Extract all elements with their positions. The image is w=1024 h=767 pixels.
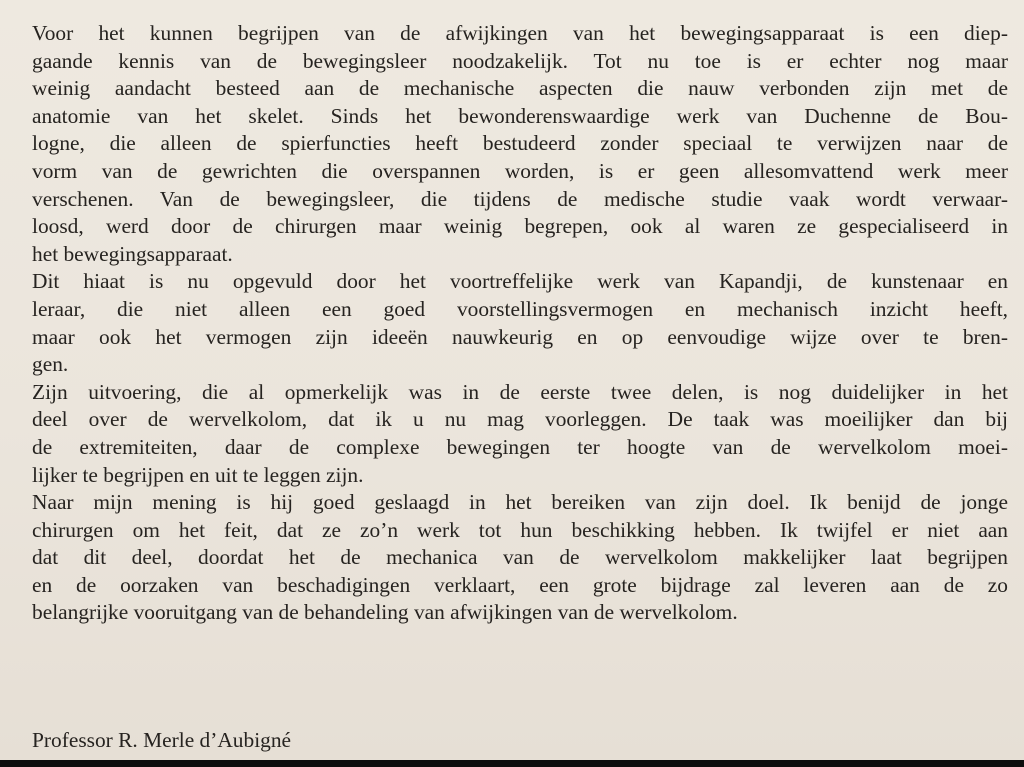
- text-line: lijker te begrijpen en uit te leggen zijn.: [32, 462, 364, 487]
- text-line: het bewegingsapparaat.: [32, 241, 233, 266]
- text-line: verschenen. Van de bewegingsleer, die tijdens de medische studie vaak wordt verwaar-: [32, 186, 1008, 211]
- page-bottom-border: [0, 760, 1024, 767]
- text-line: logne, die alleen de spierfuncties heeft bestudeerd zonder speciaal te verwijzen naar de: [32, 131, 1008, 156]
- text-line: Naar mijn mening is hij goed geslaagd in het bereiken van zijn doel. Ik benijd de jonge: [32, 490, 1008, 515]
- text-line: Dit hiaat is nu opgevuld door het voortreffelijke werk van Kapandji, de kunstenaar en: [32, 269, 1008, 294]
- preface-text: [32, 20, 1008, 627]
- text-line: deel over de wervelkolom, dat ik u nu mag voorleggen. De taak was moeilijker dan bij: [32, 407, 1008, 432]
- signature: Professor R. Merle d’Aubigné: [32, 728, 292, 752]
- text-line: en de oorzaken van beschadigingen verklaart, een grote bijdrage zal leveren aan de zo: [32, 572, 1008, 597]
- text-line: loosd, werd door de chirurgen maar weinig begrepen, ook al waren ze gespecialiseerd in: [32, 214, 1008, 239]
- text-line: chirurgen om het feit, dat ze zo’n werk tot hun beschikking hebben. Ik twijfel er niet aan: [32, 517, 1008, 542]
- text-line: gaande kennis van de bewegingsleer noodzakelijk. Tot nu toe is er echter nog maar: [32, 48, 1008, 73]
- text-line: leraar, die niet alleen een goed voorstellingsvermogen en mechanisch inzicht heeft,: [32, 296, 1008, 321]
- text-line: maar ook het vermogen zijn ideeën nauwkeurig en op eenvoudige wijze over te bren-: [32, 324, 1008, 349]
- text-line: Zijn uitvoering, die al opmerkelijk was in de eerste twee delen, is nog duidelijker in het: [32, 379, 1008, 404]
- paragraph-1: [32, 20, 1008, 268]
- text-line: Voor het kunnen begrijpen van de afwijkingen van het bewegingsapparaat is een diep-: [32, 21, 1008, 45]
- text-line: vorm van de gewrichten die overspannen worden, is er geen allesomvattend werk meer: [32, 158, 1008, 183]
- paragraph-2: [32, 268, 1008, 378]
- text-line: weinig aandacht besteed aan de mechanische aspecten die nauw verbonden zijn met de: [32, 76, 1008, 101]
- text-line: de extremiteiten, daar de complexe bewegingen ter hoogte van de wervelkolom moei-: [32, 434, 1008, 459]
- text-line: gen.: [32, 352, 69, 377]
- text-line: belangrijke vooruitgang van de behandeling van afwijkingen van de wervelkolom.: [32, 600, 738, 625]
- paragraph-3: [32, 379, 1008, 489]
- paragraph-4: [32, 489, 1008, 627]
- text-line: dat dit deel, doordat het de mechanica van de wervelkolom makkelijker laat begrijpen: [32, 545, 1008, 570]
- text-line: anatomie van het skelet. Sinds het bewonderenswaardige werk van Duchenne de Bou-: [32, 103, 1008, 128]
